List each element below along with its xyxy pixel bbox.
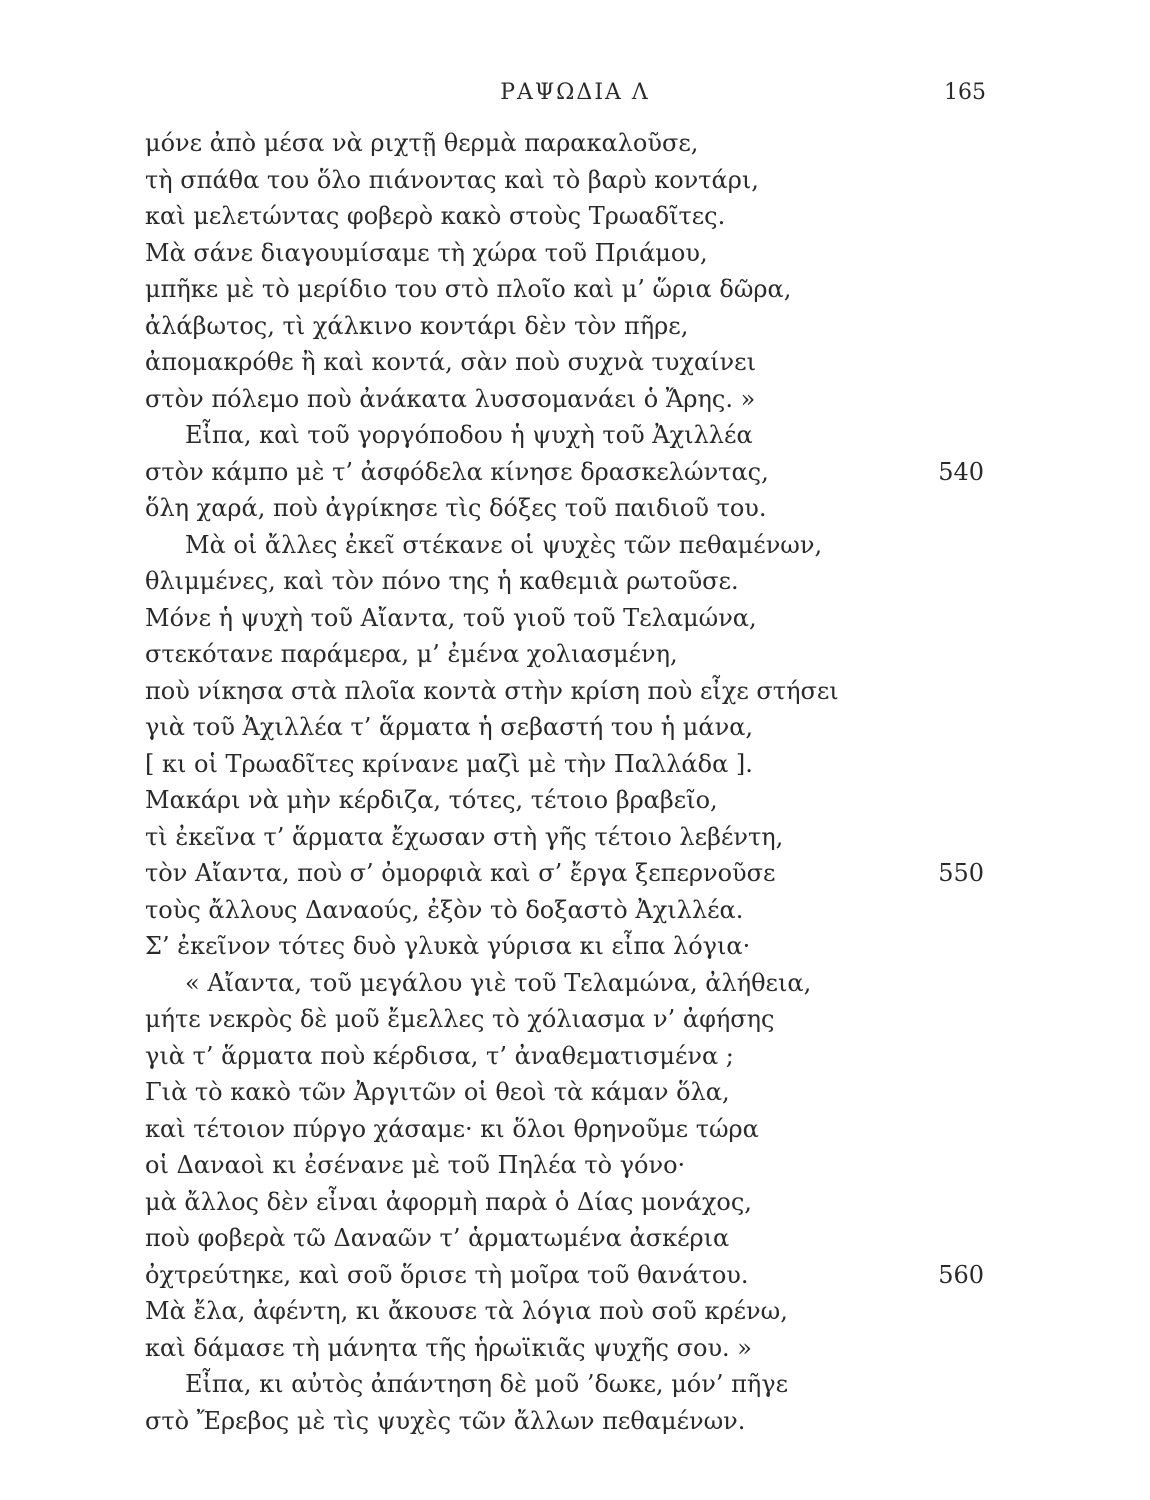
verse-text: ὀχτρεύτηκε, καὶ σοῦ ὅρισε τὴ μοῖρα τοῦ θανάτου. — [145, 1260, 749, 1289]
verse-text: ὅλη χαρά, ποὺ ἀγρίκησε τὶς δόξες τοῦ παιδιοῦ του. — [145, 494, 767, 522]
verse-text: Μὰ ἔλα, ἀφέντη, κι ἄκουσε τὰ λόγια ποὺ σοῦ κρένω, — [145, 1297, 788, 1325]
verse-text: μπῆκε μὲ τὸ μερίδιο του στὸ πλοῖο καὶ μ’ ὥρια δῶρα, — [145, 275, 792, 303]
verse-text: καὶ τέτοιον πύργο χάσαμε· κι ὅλοι θρηνοῦμε τώρα — [145, 1114, 759, 1143]
verse-line — [0, 162, 1150, 199]
verse-text: γιὰ τ’ ἅρματα ποὺ κέρδισα, τ’ ἀναθεματισμένα ; — [145, 1041, 734, 1070]
verse-text: ποὺ νίκησα στὰ πλοῖα κοντὰ στὴν κρίση ποὺ εἶχε στήσει — [145, 676, 839, 705]
verse-line — [0, 198, 1150, 235]
verse-line — [0, 344, 1150, 381]
verse-text: στὸν κάμπο μὲ τ’ ἀσφόδελα κίνησε δρασκελώντας, — [145, 457, 769, 486]
verse-line — [0, 454, 1150, 491]
verse-line — [0, 855, 1150, 892]
verse-text: οἱ Δαναοὶ κι ἐσένανε μὲ τοῦ Πηλέα τὸ γόνο· — [145, 1151, 686, 1179]
verse-text: Μὰ οἱ ἄλλες ἐκεῖ στέκανε οἱ ψυχὲς τῶν πεθαμένων, — [185, 530, 823, 559]
verse-text: ποὺ φοβερὰ τῶ Δαναῶν τ’ ἁρματωμένα ἀσκέρια — [145, 1224, 730, 1252]
verse-text: Μόνε ἡ ψυχὴ τοῦ Αἴαντα, τοῦ γιοῦ τοῦ Τελαμώνα, — [145, 603, 757, 632]
verse-line — [0, 235, 1150, 272]
verse-line — [0, 563, 1150, 600]
verse-text: [ κι οἱ Τρωαδῖτες κρίνανε μαζὶ μὲ τὴν Παλλάδα ]. — [145, 749, 753, 778]
verse-line — [0, 1403, 1150, 1440]
verse-line — [0, 125, 1150, 162]
verse-text: τὴ σπάθα του ὅλο πιάνοντας καὶ τὸ βαρὺ κοντάρι, — [145, 165, 759, 194]
verse-text: Μακάρι νὰ μὴν κέρδιζα, τότες, τέτοιο βραβεῖο, — [145, 786, 718, 814]
verse-line — [0, 782, 1150, 819]
verse-line — [0, 673, 1150, 710]
verse-line — [0, 1184, 1150, 1221]
verse-line — [0, 271, 1150, 308]
verse-line — [0, 892, 1150, 929]
verse-text: μήτε νεκρὸς δὲ μοῦ ἔμελλες τὸ χόλιασμα ν’ ἀφήσης — [145, 1005, 775, 1033]
verse-line — [0, 490, 1150, 527]
verse-text: ἀλάβωτος, τὶ χάλκινο κοντάρι δὲν τὸν πῆρε, — [145, 311, 689, 340]
verse-text: Γιὰ τὸ κακὸ τῶν Ἀργιτῶν οἱ θεοὶ τὰ κάμαν ὅλα, — [145, 1078, 730, 1106]
verse-line — [0, 819, 1150, 856]
verse-text: στὸ Ἔρεβος μὲ τὶς ψυχὲς τῶν ἄλλων πεθαμένων. — [145, 1406, 746, 1435]
verse-line — [0, 1001, 1150, 1038]
line-number: 550 — [938, 859, 984, 887]
verse-line — [0, 308, 1150, 345]
verse-text: καὶ μελετώντας φοβερὸ κακὸ στοὺς Τρωαδῖτες. — [145, 202, 726, 230]
verse-text: τοὺς ἄλλους Δαναούς, ἐξὸν τὸ δοξαστὸ Ἀχιλλέα. — [145, 895, 744, 924]
verse-line — [0, 1293, 1150, 1330]
verse-line — [0, 636, 1150, 673]
verse-text: μόνε ἀπὸ μέσα νὰ ριχτῇ θερμὰ παρακαλοῦσε, — [145, 129, 699, 157]
verse-line — [0, 527, 1150, 564]
verse-line — [0, 1147, 1150, 1184]
verse-text: τὶ ἐκεῖνα τ’ ἅρματα ἔχωσαν στὴ γῆς τέτοιο λεβέντη, — [145, 822, 784, 851]
verse-text: θλιμμένες, καὶ τὸν πόνο της ἡ καθεμιὰ ρωτοῦσε. — [145, 567, 739, 595]
verse-line — [0, 928, 1150, 965]
verse-line — [0, 1074, 1150, 1111]
verse-text: Εἶπα, κι αὐτὸς ἀπάντηση δὲ μοῦ ’δωκε, μόν’ πῆγε — [185, 1370, 789, 1398]
verse-line — [0, 1111, 1150, 1148]
verse-line — [0, 1366, 1150, 1403]
running-header: ΡΑΨΩΔΙΑ Λ — [500, 80, 650, 105]
verse-line — [0, 746, 1150, 783]
page-number: 165 — [944, 80, 986, 105]
verse-text: καὶ δάμασε τὴ μάνητα τῆς ἡρωϊκιᾶς ψυχῆς σου. » — [145, 1333, 752, 1362]
verse-text: « Αἴαντα, τοῦ μεγάλου γιὲ τοῦ Τελαμώνα, ἀλήθεια, — [185, 968, 812, 997]
verse-line — [0, 600, 1150, 637]
verse-text: Εἶπα, καὶ τοῦ γοργόποδου ἡ ψυχὴ τοῦ Ἀχιλλέα — [185, 421, 753, 449]
verse-text: Μὰ σάνε διαγουμίσαμε τὴ χώρα τοῦ Πριάμου, — [145, 238, 708, 267]
verse-text: μὰ ἄλλος δὲν εἶναι ἀφορμὴ παρὰ ὁ Δίας μονάχος, — [145, 1187, 752, 1216]
verse-text: τὸν Αἴαντα, ποὺ σ’ ὀμορφιὰ καὶ σ’ ἔργα ξεπερνοῦσε — [145, 859, 776, 887]
line-number: 540 — [938, 457, 984, 486]
verse-text: στὸν πόλεμο ποὺ ἀνάκατα λυσσομανάει ὁ Ἄρης. » — [145, 384, 756, 413]
verse-text: ἀπομακρόθε ἢ καὶ κοντά, σὰν ποὺ συχνὰ τυχαίνει — [145, 348, 756, 376]
verse-line — [0, 417, 1150, 454]
verse-text: Σ’ ἐκεῖνον τότες δυὸ γλυκὰ γύρισα κι εἶπα λόγια· — [145, 932, 751, 960]
line-number: 560 — [938, 1260, 984, 1289]
verse-line — [0, 1038, 1150, 1075]
verse-line — [0, 1220, 1150, 1257]
verse-text: στεκότανε παράμερα, μ’ ἐμένα χολιασμένη, — [145, 640, 678, 668]
verse-line — [0, 1257, 1150, 1294]
verse-line — [0, 709, 1150, 746]
verse-line — [0, 1330, 1150, 1367]
verse-text: γιὰ τοῦ Ἀχιλλέα τ’ ἅρματα ἡ σεβαστή του ἡ μάνα, — [145, 713, 754, 741]
verse-line — [0, 965, 1150, 1002]
verse-line — [0, 381, 1150, 418]
verse-block — [0, 125, 1150, 1439]
